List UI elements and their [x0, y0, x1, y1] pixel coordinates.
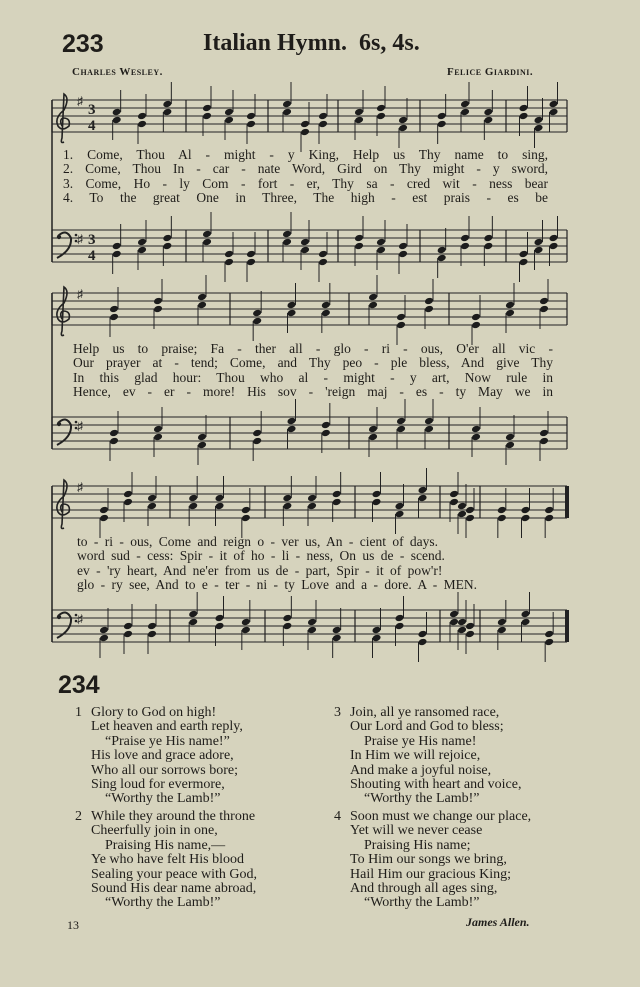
- lyric-line: 1. Come, Thou Al - might - y King, Help us Thy name to sing,: [63, 147, 548, 162]
- note-head: [282, 238, 292, 247]
- note-head: [372, 634, 382, 643]
- note-head: [318, 258, 328, 267]
- note-head: [332, 626, 342, 635]
- time-signature: 3: [88, 102, 96, 118]
- note-head: [449, 498, 459, 507]
- note-head: [368, 425, 378, 434]
- note-head: [424, 297, 434, 306]
- verse-line: “Worthy the Lamb!”: [105, 895, 221, 911]
- verse-number: 3: [334, 705, 341, 720]
- note-head: [395, 510, 405, 519]
- note-head: [521, 506, 531, 515]
- note-head: [505, 301, 515, 310]
- note-head: [109, 313, 119, 322]
- note-head: [368, 293, 378, 302]
- composer: Felice Giardini.: [447, 66, 534, 78]
- note-head: [153, 297, 163, 306]
- note-head: [519, 104, 529, 113]
- verse-line: Shouting with heart and voice,: [350, 777, 522, 792]
- note-head: [162, 108, 172, 117]
- note-head: [398, 242, 408, 251]
- note-head: [483, 116, 493, 125]
- note-head: [398, 124, 408, 133]
- note-head: [354, 234, 364, 243]
- note-head: [437, 254, 447, 263]
- note-head: [354, 116, 364, 125]
- note-head: [519, 250, 529, 259]
- note-head: [457, 502, 467, 511]
- bass-clef-dot: [57, 422, 61, 426]
- note-head: [505, 433, 515, 442]
- note-head: [252, 429, 262, 438]
- note-head: [539, 437, 549, 446]
- note-head: [376, 246, 386, 255]
- note-head: [437, 120, 447, 129]
- note-head: [460, 242, 470, 251]
- note-head: [241, 626, 251, 635]
- verse-line: Sound His dear name abroad,: [91, 881, 257, 896]
- author: Charles Wesley.: [72, 66, 163, 78]
- note-head: [162, 100, 172, 109]
- note-head: [460, 108, 470, 117]
- note-head: [534, 246, 544, 255]
- verse-line: Yet will we never cease: [350, 823, 483, 839]
- key-signature-sharp: ♯: [77, 480, 83, 494]
- verse-line: Glory to God on high!: [91, 705, 217, 720]
- note-head: [460, 234, 470, 243]
- note-head: [202, 104, 212, 113]
- note-head: [147, 622, 157, 631]
- note-head: [188, 502, 198, 511]
- verse-line: His love and grace adore,: [91, 748, 234, 764]
- note-head: [282, 622, 292, 631]
- note-head: [252, 317, 262, 326]
- note-head: [123, 622, 133, 631]
- verse-line: “Worthy the Lamb!”: [364, 791, 480, 807]
- verse-line: Praising His name,—: [105, 837, 226, 853]
- lyric-line: 2. Come, Thou In - car - nate Word, Gird on Thy might - y sword,: [63, 161, 548, 177]
- note-head: [465, 622, 475, 631]
- note-head: [549, 234, 559, 243]
- hymn-title-text: Italian Hymn.: [203, 30, 348, 56]
- verse-line: In Him we will rejoice,: [350, 748, 481, 764]
- note-head: [241, 618, 251, 627]
- bass-clef-dot: [57, 235, 61, 239]
- note-head: [544, 638, 554, 647]
- note-head: [252, 309, 262, 318]
- treble-clef-icon: [57, 480, 70, 529]
- note-head: [471, 313, 481, 322]
- bass-clef-dot: [57, 615, 61, 619]
- note-head: [153, 433, 163, 442]
- note-head: [372, 626, 382, 635]
- note-head: [396, 425, 406, 434]
- note-head: [449, 618, 459, 627]
- note-head: [395, 614, 405, 623]
- verse-number: 1: [75, 705, 82, 720]
- attribution: James Allen.: [466, 915, 530, 929]
- note-head: [162, 234, 172, 243]
- note-head: [424, 305, 434, 314]
- note-head: [534, 116, 544, 125]
- note-head: [147, 494, 157, 503]
- time-signature: 3: [88, 232, 96, 248]
- note-head: [99, 514, 109, 523]
- note-head: [396, 321, 406, 330]
- note-head: [241, 514, 251, 523]
- lyric-line: Hence, ev - er - more! His sov - 'reign maj - es - ty May we in: [73, 383, 553, 399]
- note-head: [437, 246, 447, 255]
- note-head: [332, 490, 342, 499]
- verse-line: “Worthy the Lamb!”: [105, 791, 221, 807]
- note-head: [534, 124, 544, 133]
- lyric-line: Help us to praise; Fa - ther all - glo - ri - ous, O'er all vic -: [73, 341, 553, 356]
- note-head: [215, 614, 225, 623]
- note-head: [307, 494, 317, 503]
- note-head: [147, 502, 157, 511]
- note-head: [147, 630, 157, 639]
- verse-line: Sing loud for evermore,: [91, 777, 225, 792]
- note-head: [497, 618, 507, 627]
- note-head: [539, 305, 549, 314]
- note-head: [188, 494, 198, 503]
- note-head: [300, 246, 310, 255]
- note-head: [368, 301, 378, 310]
- verse-line: Our Lord and God to bless;: [350, 719, 504, 735]
- note-head: [398, 116, 408, 125]
- note-head: [300, 128, 310, 137]
- note-head: [497, 514, 507, 523]
- note-head: [137, 238, 147, 247]
- note-head: [123, 498, 133, 507]
- note-head: [321, 421, 331, 430]
- verse-line: Ye who have felt His blood: [91, 852, 244, 868]
- treble-clef-icon: [57, 287, 70, 336]
- verse-line: Let heaven and earth reply,: [91, 719, 243, 735]
- note-head: [471, 321, 481, 330]
- note-head: [123, 490, 133, 499]
- note-head: [162, 242, 172, 251]
- key-signature-sharp: ♯: [77, 612, 83, 626]
- note-head: [197, 433, 207, 442]
- verse-line: To Him our songs we bring,: [350, 852, 507, 868]
- note-head: [197, 301, 207, 310]
- note-head: [241, 506, 251, 515]
- note-head: [287, 309, 297, 318]
- note-head: [372, 498, 382, 507]
- note-head: [449, 490, 459, 499]
- note-head: [300, 120, 310, 129]
- note-head: [282, 100, 292, 109]
- note-head: [321, 309, 331, 318]
- lyric-line: glo - ry see, And to e - ter - ni - ty Love and a - dore. A - MEN.: [77, 576, 478, 592]
- note-head: [376, 112, 386, 121]
- note-head: [354, 242, 364, 251]
- note-head: [307, 618, 317, 627]
- hymn-number-234: 234: [58, 671, 100, 699]
- verse-line: Soon must we change our place,: [350, 809, 532, 824]
- note-head: [112, 116, 122, 125]
- note-head: [202, 112, 212, 121]
- note-head: [437, 112, 447, 121]
- note-head: [215, 622, 225, 631]
- note-head: [396, 417, 406, 426]
- note-head: [137, 120, 147, 129]
- note-head: [549, 108, 559, 117]
- note-head: [109, 437, 119, 446]
- note-head: [246, 250, 256, 259]
- note-head: [318, 120, 328, 129]
- key-signature-sharp: ♯: [77, 419, 83, 433]
- note-head: [457, 510, 467, 519]
- note-head: [307, 502, 317, 511]
- note-head: [396, 313, 406, 322]
- note-head: [395, 502, 405, 511]
- verse-line: And make a joyful noise,: [350, 762, 492, 778]
- note-head: [246, 120, 256, 129]
- lyric-line: 4. To the great One in Three, The high - est prais - es be: [63, 189, 548, 205]
- note-head: [112, 242, 122, 251]
- note-head: [137, 246, 147, 255]
- note-head: [354, 108, 364, 117]
- note-head: [418, 494, 428, 503]
- key-signature-sharp: ♯: [77, 287, 83, 301]
- note-head: [521, 514, 531, 523]
- note-head: [99, 634, 109, 643]
- note-head: [483, 108, 493, 117]
- note-head: [282, 494, 292, 503]
- note-head: [398, 250, 408, 259]
- lyric-line: word sud - cess: Spir - it of ho - li - ness, On us de - scend.: [77, 548, 445, 564]
- note-head: [332, 498, 342, 507]
- note-head: [318, 250, 328, 259]
- lyric-line: ev - 'ry heart, And ne'er from us de - part, Spir - it of pow'r!: [77, 562, 443, 578]
- note-head: [376, 238, 386, 247]
- page-number: 13: [67, 918, 79, 932]
- note-head: [99, 626, 109, 635]
- note-head: [188, 618, 198, 627]
- note-head: [215, 502, 225, 511]
- note-head: [318, 112, 328, 121]
- note-head: [471, 433, 481, 442]
- note-head: [307, 626, 317, 635]
- verse-line: Join, all ye ransomed race,: [350, 705, 500, 720]
- time-signature: 4: [88, 118, 96, 134]
- note-head: [224, 250, 234, 259]
- note-head: [282, 614, 292, 623]
- verse-number: 2: [75, 809, 82, 824]
- note-head: [321, 301, 331, 310]
- note-head: [465, 514, 475, 523]
- note-head: [424, 425, 434, 434]
- note-head: [483, 234, 493, 243]
- note-head: [505, 441, 515, 450]
- note-head: [112, 250, 122, 259]
- verse-line: Who all our sorrows bore;: [91, 762, 238, 778]
- note-head: [544, 630, 554, 639]
- note-head: [368, 433, 378, 442]
- hymn-number: 233: [62, 30, 104, 58]
- verse-line: Sealing your peace with God,: [91, 866, 258, 882]
- verse-line: Cheerfully join in one,: [91, 823, 218, 839]
- note-head: [215, 494, 225, 503]
- verse-line: “Praise ye His name!”: [105, 733, 230, 749]
- note-head: [449, 610, 459, 619]
- verse-line: Praising His name;: [364, 837, 471, 853]
- note-head: [372, 490, 382, 499]
- note-head: [224, 116, 234, 125]
- verse-line: Hail Him our gracious King;: [350, 866, 511, 882]
- note-head: [252, 437, 262, 446]
- note-head: [321, 429, 331, 438]
- note-head: [332, 634, 342, 643]
- note-head: [544, 506, 554, 515]
- note-head: [418, 486, 428, 495]
- note-head: [197, 293, 207, 302]
- note-head: [544, 514, 554, 523]
- time-signature: 4: [88, 248, 96, 264]
- note-head: [465, 506, 475, 515]
- note-head: [109, 429, 119, 438]
- treble-clef-icon: [57, 94, 70, 143]
- note-head: [197, 441, 207, 450]
- note-head: [99, 506, 109, 515]
- note-head: [483, 242, 493, 251]
- note-head: [505, 309, 515, 318]
- note-head: [424, 417, 434, 426]
- note-head: [287, 425, 297, 434]
- note-head: [521, 610, 531, 619]
- note-head: [123, 630, 133, 639]
- note-head: [457, 618, 467, 627]
- note-head: [202, 238, 212, 247]
- note-head: [112, 108, 122, 117]
- note-head: [282, 502, 292, 511]
- note-head: [465, 630, 475, 639]
- verse-line: Praise ye His name!: [364, 733, 477, 749]
- note-head: [519, 258, 529, 267]
- verse-line: And through all ages sing,: [350, 881, 498, 896]
- note-head: [224, 108, 234, 117]
- note-head: [153, 425, 163, 434]
- hymn-meter: 6s, 4s.: [359, 30, 420, 56]
- note-head: [153, 305, 163, 314]
- note-head: [497, 626, 507, 635]
- lyric-line: 3. Come, Ho - ly Com - fort - er, Thy sa - cred wit - ness bear: [63, 175, 548, 191]
- note-head: [539, 429, 549, 438]
- note-head: [539, 297, 549, 306]
- note-head: [287, 417, 297, 426]
- note-head: [471, 425, 481, 434]
- verse-line: While they around the throne: [91, 809, 256, 824]
- note-head: [188, 610, 198, 619]
- key-signature-sharp: ♯: [77, 94, 83, 108]
- note-head: [521, 618, 531, 627]
- lyric-line: to - ri - ous, Come and reign o - ver us, An - cient of days.: [77, 534, 439, 549]
- note-head: [224, 258, 234, 267]
- key-signature-sharp: ♯: [77, 232, 83, 246]
- lyric-line: In this glad hour: Thou who al - might - y art, Now rule in: [73, 369, 553, 385]
- note-head: [460, 100, 470, 109]
- hymn-title: [203, 30, 420, 57]
- lyric-line: Our prayer at - tend; Come, and Thy peo - ple bless, And give Thy: [73, 355, 553, 371]
- note-head: [418, 630, 428, 639]
- note-head: [287, 301, 297, 310]
- note-head: [395, 622, 405, 631]
- note-head: [137, 112, 147, 121]
- note-head: [282, 230, 292, 239]
- note-head: [519, 112, 529, 121]
- note-head: [246, 112, 256, 121]
- note-head: [376, 104, 386, 113]
- note-head: [202, 230, 212, 239]
- note-head: [549, 242, 559, 251]
- note-head: [457, 626, 467, 635]
- note-head: [497, 506, 507, 515]
- note-head: [109, 305, 119, 314]
- verse-line: “Worthy the Lamb!”: [364, 895, 480, 911]
- note-head: [300, 238, 310, 247]
- verse-number: 4: [334, 809, 341, 824]
- note-head: [246, 258, 256, 267]
- note-head: [418, 638, 428, 647]
- note-head: [549, 100, 559, 109]
- note-head: [534, 238, 544, 247]
- note-head: [282, 108, 292, 117]
